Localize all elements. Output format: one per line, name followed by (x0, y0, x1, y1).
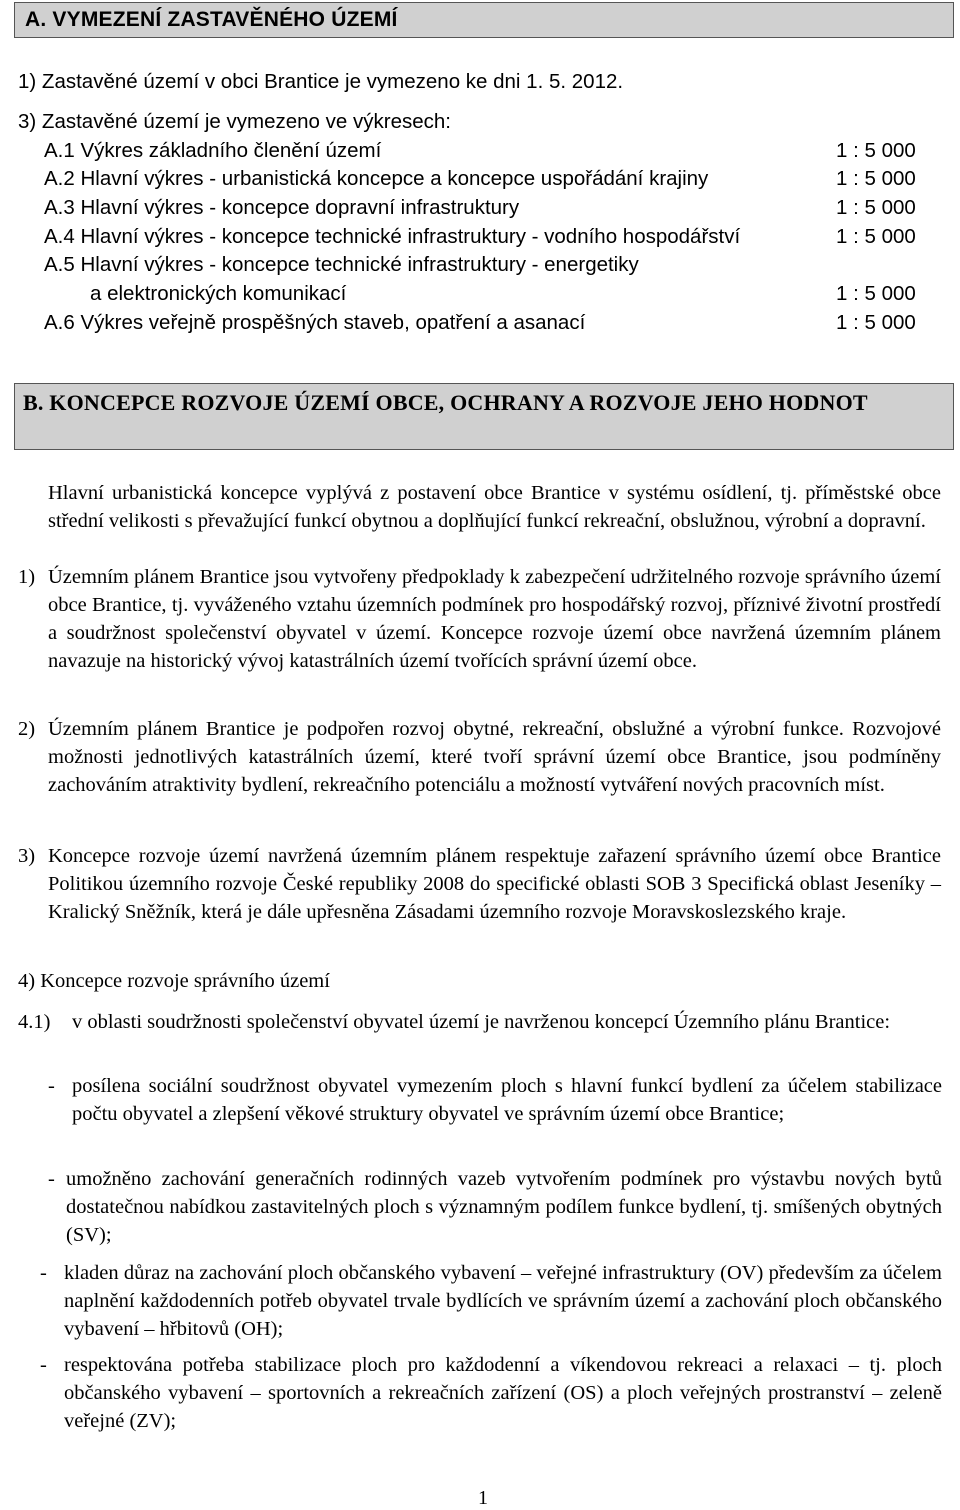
drawing-a5-label: A.5 Hlavní výkres - koncepce technické infrastruktury - energetiky (44, 253, 639, 276)
paragraph-1 (48, 563, 941, 675)
paragraph-1-text: Územním plánem Brantice jsou vytvořeny předpoklady k zabezpečení udržitelného rozvoje správního území obce Brantice, tj. vyváženého vztahu územních podmínek pro hospodářský rozvoj, příznivé životní prostředí a soudržnost společenství obyvatel v území. Koncepce rozvoje území obce navržená územním plánem navazuje na historický vývoj katastrálních území tvořících správní území obce. (48, 566, 941, 672)
paragraph-4-1-label: 4.1) (18, 1011, 51, 1033)
bullet-1-text: posílena sociální soudržnost obyvatel vymezením ploch s hlavní funkcí bydlení za účelem stabilizace počtu obyvatel a zlepšení věkové struktury obyvatel ve správním území obce Brantice; (72, 1075, 942, 1125)
bullet-3-text: kladen důraz na zachování ploch občanského vybavení – veřejné infrastruktury (OV) především za účelem naplnění každodenních potřeb obyvatel trvale bydlících ve správním území a zachování ploch občanského vybavení – hřbitovů (OH); (64, 1262, 942, 1340)
drawing-a4-label: A.4 Hlavní výkres - koncepce technické infrastruktury - vodního hospodářství (44, 225, 741, 248)
section-a-item-3: 3) Zastavěné území je vymezeno ve výkresech: (18, 110, 451, 133)
drawing-a1-label: A.1 Výkres základního členění území (44, 139, 382, 162)
section-b-intro: Hlavní urbanistická koncepce vyplývá z postavení obce Brantice v systému osídlení, tj. příměstské obce střední velikosti s převažující funkcí obytnou a doplňující funkcí rekreační, obslužnou, výrobní a dopravní. (48, 482, 941, 532)
drawing-a6-label: A.6 Výkres veřejně prospěšných staveb, opatření a asanací (44, 311, 586, 334)
bullet-3-dash: - (40, 1262, 47, 1284)
paragraph-2-label: 2) (18, 718, 36, 740)
drawing-a5-label-2: a elektronických komunikací (90, 282, 347, 305)
drawing-a1-scale: 1 : 5 000 (836, 139, 916, 162)
paragraph-4-1: v oblasti soudržnosti společenství obyvatel území je navrženou koncepcí Územního plánu Brantice: (72, 1011, 891, 1033)
section-b-heading: B. KONCEPCE ROZVOJE ÚZEMÍ OBCE, OCHRANY A ROZVOJE JEHO HODNOT (23, 390, 868, 415)
drawing-a6-scale: 1 : 5 000 (836, 311, 916, 334)
section-a-heading: A. VYMEZENÍ ZASTAVĚNÉHO ÚZEMÍ (25, 8, 398, 31)
bullet-1-dash: - (48, 1075, 55, 1097)
drawing-a4-scale: 1 : 5 000 (836, 225, 916, 248)
paragraph-1-label: 1) (18, 566, 36, 588)
bullet-2-dash: - (48, 1168, 55, 1190)
bullet-4-dash: - (40, 1354, 47, 1376)
section-a-item-1: 1) Zastavěné území v obci Brantice je vymezeno ke dni 1. 5. 2012. (18, 70, 624, 93)
paragraph-3-label: 3) (18, 845, 36, 867)
drawing-a2-label: A.2 Hlavní výkres - urbanistická koncepce a koncepce uspořádání krajiny (44, 167, 709, 190)
bullet-2-text: umožněno zachování generačních rodinných vazeb vytvořením podmínek pro výstavbu nových bytů dostatečnou nabídkou zastavitelných ploch s významným podílem funkce bydlení, tj. smíšených obytných (SV); (66, 1168, 942, 1246)
page-number: 1 (478, 1487, 488, 1509)
paragraph-3: Koncepce rozvoje území navržená územním plánem respektuje zařazení správního území obce Brantice Politikou územního rozvoje České republiky 2008 do specifické oblasti SOB 3 Specifická oblast Jeseníky – Kralický Sněžník, která je dále upřesněna Zásadami územního rozvoje Moravskoslezského kraje. (48, 845, 941, 923)
drawing-a3-label: A.3 Hlavní výkres - koncepce dopravní infrastruktury (44, 196, 520, 219)
drawing-a5-scale: 1 : 5 000 (836, 282, 916, 305)
drawing-a3-scale: 1 : 5 000 (836, 196, 916, 219)
section-b-header (14, 383, 954, 450)
paragraph-2: Územním plánem Brantice je podpořen rozvoj obytné, rekreační, obslužné a výrobní funkce. Rozvojové možnosti jednotlivých katastrálních území, které tvoří správní území obce Brantice, jsou podmíněny zachováním atraktivity bydlení, rekreačního potenciálu a možností vytváření nových pracovních míst. (48, 718, 941, 796)
paragraph-4: 4) Koncepce rozvoje správního území (18, 970, 330, 992)
bullet-4-text: respektována potřeba stabilizace ploch pro každodenní a víkendovou rekreaci a relaxaci – tj. ploch občanského vybavení – sportovních a rekreačních zařízení (OS) a ploch veřejných prostranství – zeleně veřejné (ZV); (64, 1354, 942, 1432)
drawing-a2-scale: 1 : 5 000 (836, 167, 916, 190)
section-a-header (14, 2, 954, 38)
